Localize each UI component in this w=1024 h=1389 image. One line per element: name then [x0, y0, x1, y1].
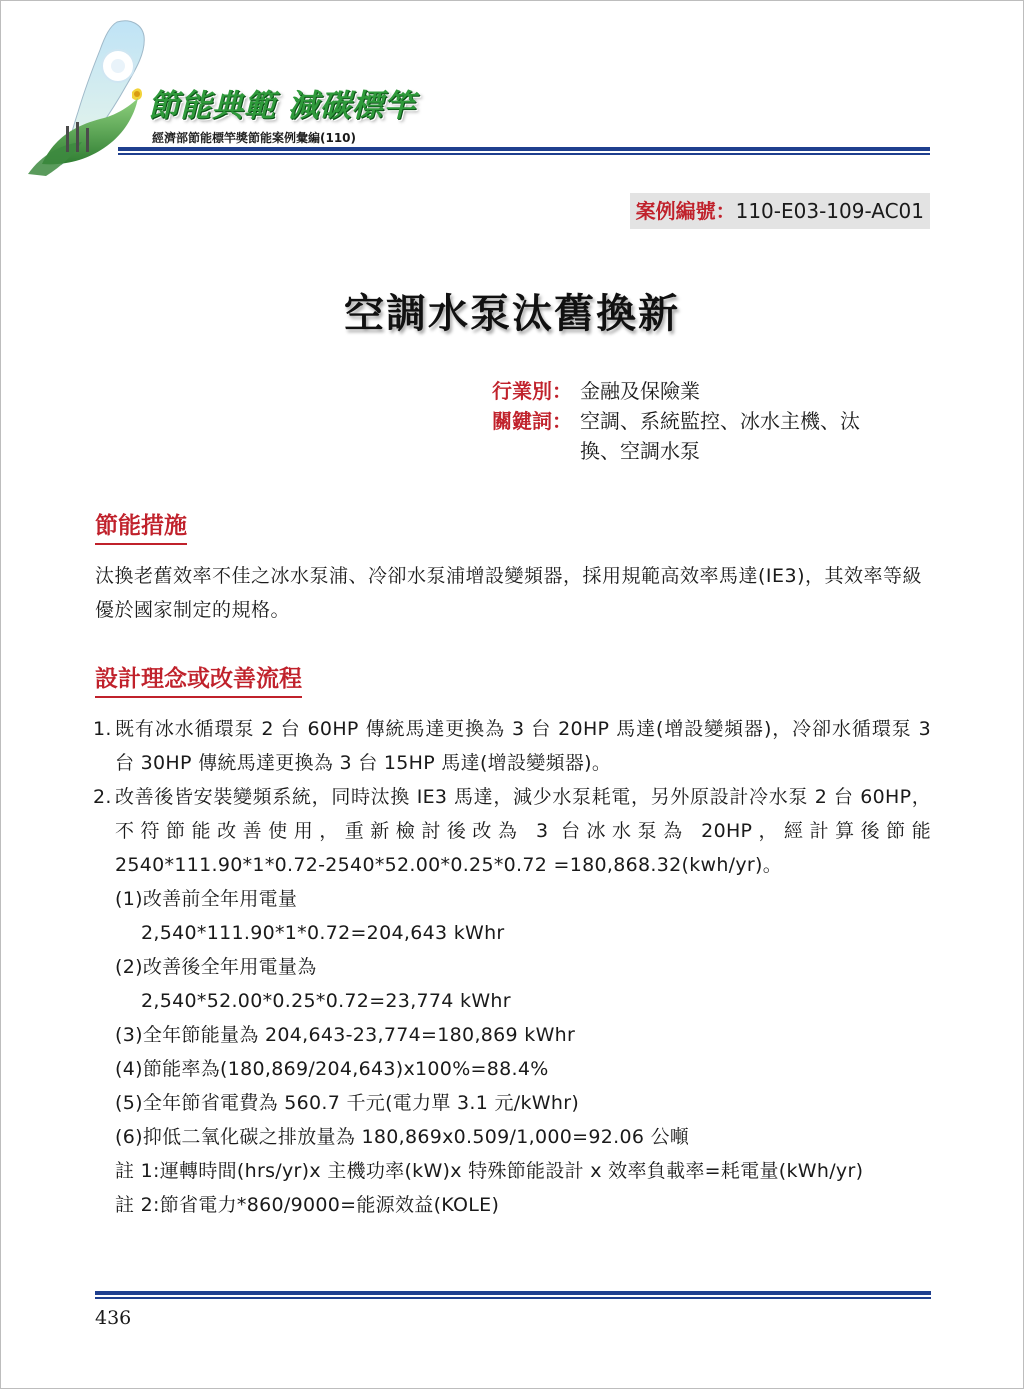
sub-item: (4)節能率為(180,869/204,643)x100%=88.4%: [115, 1058, 549, 1080]
sub-item: (5)全年節省電費為 560.7 千元(電力單 3.1 元/kWhr): [115, 1092, 580, 1114]
note-line: 註 1:運轉時間(hrs/yr)x 主機功率(kW)x 特殊節能設計 x 效率負載率=耗電量(kWh/yr): [115, 1160, 864, 1182]
list-item-number: 1.: [93, 718, 112, 740]
section-heading-measures: 節能措施: [95, 507, 187, 545]
list-item: [93, 712, 931, 780]
footer-divider-thin: [95, 1297, 931, 1299]
sub-item: (2)改善後全年用電量為: [115, 956, 317, 978]
case-meta: [492, 376, 890, 466]
design-list: [93, 712, 931, 1222]
section-heading-design: 設計理念或改善流程: [95, 660, 302, 698]
measures-paragraph: 汰換老舊效率不佳之冰水泵浦、冷卻水泵浦增設變頻器，採用規範高效率馬達(IE3)，其效率等級優於國家制定的規格。: [95, 565, 923, 621]
page-title: 空調水泵汰舊換新: [344, 291, 680, 337]
case-number-label: 案例編號：: [635, 199, 736, 223]
calculation-line: 2,540*52.00*0.25*0.72=23,774 kWhr: [141, 990, 511, 1012]
sub-item: (3)全年節能量為 204,643-23,774=180,869 kWhr: [115, 1024, 576, 1046]
footer-divider: [95, 1291, 931, 1295]
case-number-box: [630, 193, 930, 229]
keywords-value: 空調、系統監控、冰水主機、汰換、空調水泵: [580, 409, 860, 463]
calculation-line: 2,540*111.90*1*0.72=204,643 kWhr: [141, 922, 505, 944]
keywords-row: [492, 406, 890, 466]
keywords-label: 關鍵詞：: [492, 409, 572, 433]
list-item-text: 改善後皆安裝變頻系統，同時汰換 IE3 馬達，減少水泵耗電，另外原設計冷水泵 2 台 60HP，不符節能改善使用，重新檢討後改為 3 台冰水泵為 20HP，經計算後節能 2540*111.90*1*0.72-2540*52.00*0.25*0.72 =180,868.32(kwh/yr)。: [115, 786, 931, 876]
sub-item: (1)改善前全年用電量: [115, 888, 298, 910]
industry-label: 行業別：: [492, 379, 572, 403]
list-item: [93, 780, 931, 882]
note-line: 註 2:節省電力*860/9000=能源效益(KOLE): [115, 1194, 500, 1216]
header-divider-thin: [118, 153, 930, 155]
header-divider: [118, 147, 930, 151]
page-number: 436: [95, 1307, 132, 1329]
list-item-text: 既有冰水循環泵 2 台 60HP 傳統馬達更換為 3 台 20HP 馬達(增設變頻器)，冷卻水循環泵 3 台 30HP 傳統馬達更換為 3 台 15HP 馬達(增設變頻器)。: [115, 718, 931, 774]
list-item-number: 2.: [93, 786, 112, 808]
industry-value: 金融及保險業: [580, 379, 700, 403]
sub-item: (6)抑低二氧化碳之排放量為 180,869x0.509/1,000=92.06 公噸: [115, 1126, 690, 1148]
case-number-value: 110-E03-109-AC01: [735, 199, 924, 223]
industry-row: [492, 376, 890, 406]
logo-title: 節能典範 減碳標竿: [148, 88, 416, 124]
logo-subtitle: 經濟部節能標竿獎節能案例彙編(110): [152, 131, 357, 145]
